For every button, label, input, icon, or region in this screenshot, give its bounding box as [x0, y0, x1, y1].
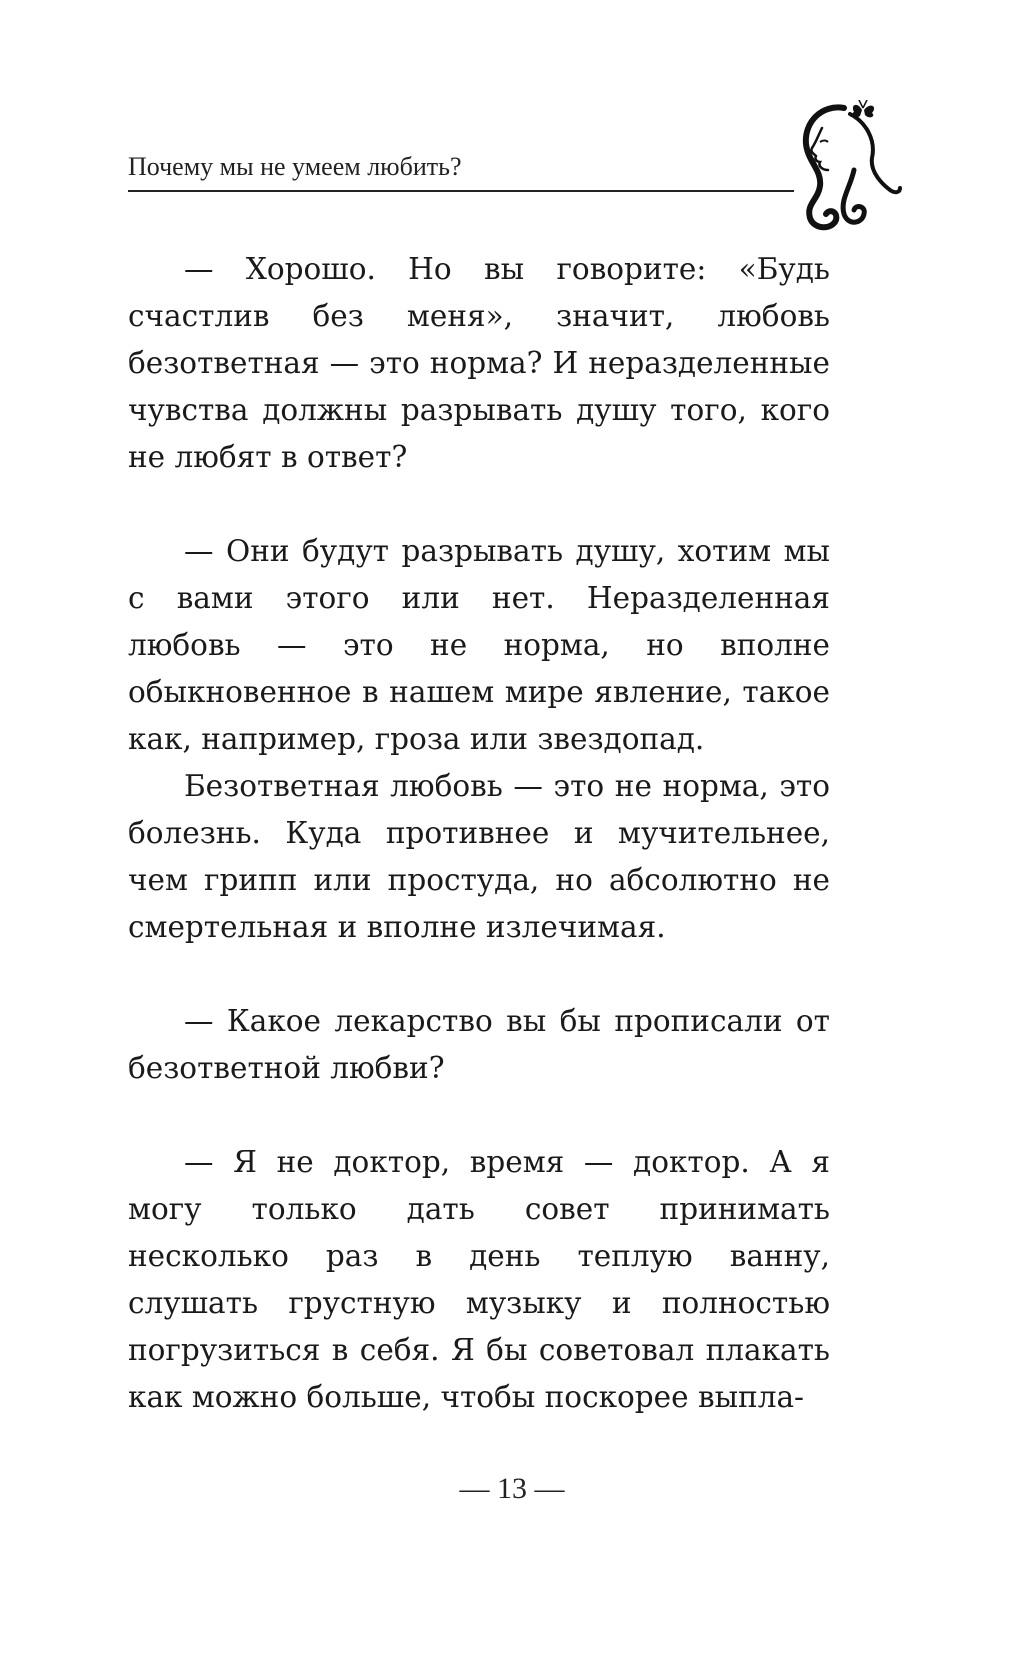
paragraph: — Они будут разрывать душу, хотим мы с вами этого или нет. Неразделенная любовь — это не норма, но вполне обыкновенное в нашем мире явление, такое как, например, гроза или звездопад.: [128, 534, 830, 756]
body-text: [128, 246, 830, 1421]
page-number: — 13 —: [459, 1472, 565, 1505]
running-header-title: Почему мы не умеем любить?: [128, 152, 462, 181]
paragraph: — Хорошо. Но вы говорите: «Будь счастлив без меня», значит, любовь безответная — это норма? И неразделенные чувства должны разрывать душу того, кого не любят в ответ?: [128, 252, 830, 474]
woman-profile-butterfly-icon: [792, 100, 902, 236]
paragraph: — Я не доктор, время — доктор. А я могу только дать совет принимать несколько раз в день теплую ванну, слушать грустную музыку и полностью погрузиться в себя. Я бы советовал плакать как можно больше, чтобы поскорее выпла-: [128, 1145, 830, 1414]
running-header: [128, 146, 794, 192]
paragraph: — Какое лекарство вы бы прописали от безответной любви?: [128, 1004, 830, 1085]
paragraph: Безответная любовь — это не норма, это болезнь. Куда противнее и мучительнее, чем грипп или простуда, но абсолютно не смертельная и вполне излечимая.: [128, 769, 830, 944]
